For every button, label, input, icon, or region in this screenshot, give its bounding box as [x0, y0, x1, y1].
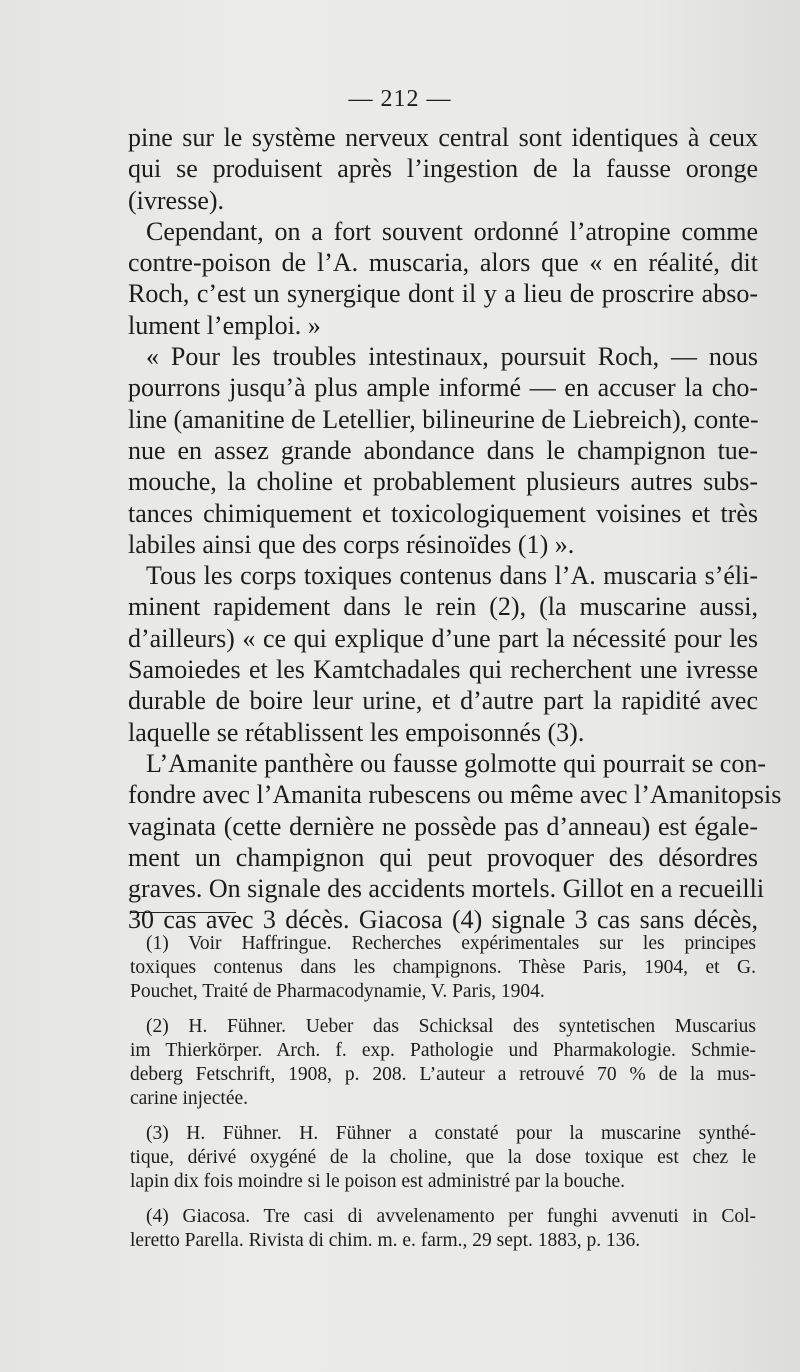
text-line: graves. On signale des accidents mortels. Gillot en a recueilli — [128, 874, 765, 904]
text-line: pine sur le système nerveux central sont identiques à ceux — [128, 123, 758, 152]
text-line: vaginata (cette dernière ne possède pas d’anneau) est égale- — [128, 811, 758, 841]
text-line: Samoiedes et les Kamtchadales qui recherchent une ivresse — [128, 655, 758, 685]
text-line: mouche, la choline et probablement plusieurs autres subs- — [128, 467, 758, 497]
text-line: minent rapidement dans le rein (2), (la muscarine aussi, — [128, 592, 758, 622]
text-line: qui se produisent après l’ingestion de la fausse oronge — [128, 154, 758, 184]
footnote-separator — [130, 912, 236, 913]
text-line: Roch, c’est un synergique dont il y a lieu de proscrire abso- — [128, 279, 758, 309]
footnote-line: leretto Parella. Rivista di chim. m. e. farm., 29 sept. 1883, p. 136. — [130, 1230, 641, 1251]
text-line: L’Amanite panthère ou fausse golmotte qui pourrait se con- — [146, 748, 766, 778]
footnote-line: (1) Voir Haffringue. Recherches expérimentales sur les principes — [146, 933, 756, 954]
page-number: — 212 — — [348, 86, 452, 112]
footnote-line: deberg Fetschrift, 1908, p. 208. L’auteur a retrouvé 70 % de la mus- — [130, 1064, 756, 1085]
footnotes — [130, 932, 756, 1264]
footnote-line: im Thierkörper. Arch. f. exp. Pathologie und Pharmakologie. Schmie- — [130, 1040, 756, 1061]
text-line: lument l’emploi. » — [128, 310, 321, 340]
text-line: fondre avec l’Amanita rubescens ou même avec l’Amanitopsis — [128, 780, 782, 810]
footnote-line: toxiques contenus dans les champignons. Thèse Paris, 1904, et G. — [130, 957, 756, 978]
text-line: laquelle se rétablissent les empoisonnés (3). — [128, 717, 585, 747]
text-line: 30 cas avec 3 décès. Giacosa (4) signale 3 cas sans décès, — [128, 905, 758, 935]
footnote-2 — [130, 1015, 756, 1111]
text-line: line (amanitine de Letellier, bilineurine de Liebreich), conte- — [128, 404, 759, 434]
footnote-1 — [130, 932, 756, 1004]
text-line: labiles ainsi que des corps résinoïdes (1) ». — [128, 529, 575, 559]
text-line: tances chimiquement et toxicologiquement voisines et très — [128, 498, 758, 528]
footnote-line: (3) H. Fühner. H. Fühner a constaté pour la muscarine synthé- — [146, 1123, 756, 1144]
text-line: (ivresse). — [128, 185, 225, 215]
text-line: pourrons jusqu’à plus ample informé — en accuser la cho- — [128, 373, 758, 403]
footnote-3 — [130, 1122, 756, 1194]
text-line: contre-poison de l’A. muscaria, alors que « en réalité, dit — [128, 248, 758, 278]
text-line: durable de boire leur urine, et d’autre part la rapidité avec — [128, 686, 758, 716]
footnote-4 — [130, 1205, 756, 1253]
footnote-line: carine injectée. — [130, 1088, 248, 1109]
body-text — [128, 122, 782, 936]
footnote-line: (4) Giacosa. Tre casi di avvelenamento per funghi avvenuti in Col- — [146, 1206, 756, 1227]
text-line: ment un champignon qui peut provoquer des désordres — [128, 842, 758, 872]
footnote-line: Pouchet, Traité de Pharmacodynamie, V. Paris, 1904. — [130, 981, 545, 1002]
text-line: d’ailleurs) « ce qui explique d’une part la nécessité pour les — [128, 623, 758, 653]
text-line: nue en assez grande abondance dans le champignon tue- — [128, 435, 758, 465]
text-line: Tous les corps toxiques contenus dans l’A. muscaria s’éli- — [146, 561, 758, 591]
footnote-line: (2) H. Fühner. Ueber das Schicksal des syntetischen Muscarius — [146, 1016, 756, 1037]
text-line: « Pour les troubles intestinaux, poursuit Roch, — nous — [146, 342, 758, 372]
footnote-line: lapin dix fois moindre si le poison est administré par la bouche. — [130, 1171, 625, 1192]
footnote-line: tique, dérivé oxygéné de la choline, que la dose toxique est chez le — [130, 1147, 756, 1168]
text-line: Cependant, on a fort souvent ordonné l’atropine comme — [146, 216, 758, 246]
